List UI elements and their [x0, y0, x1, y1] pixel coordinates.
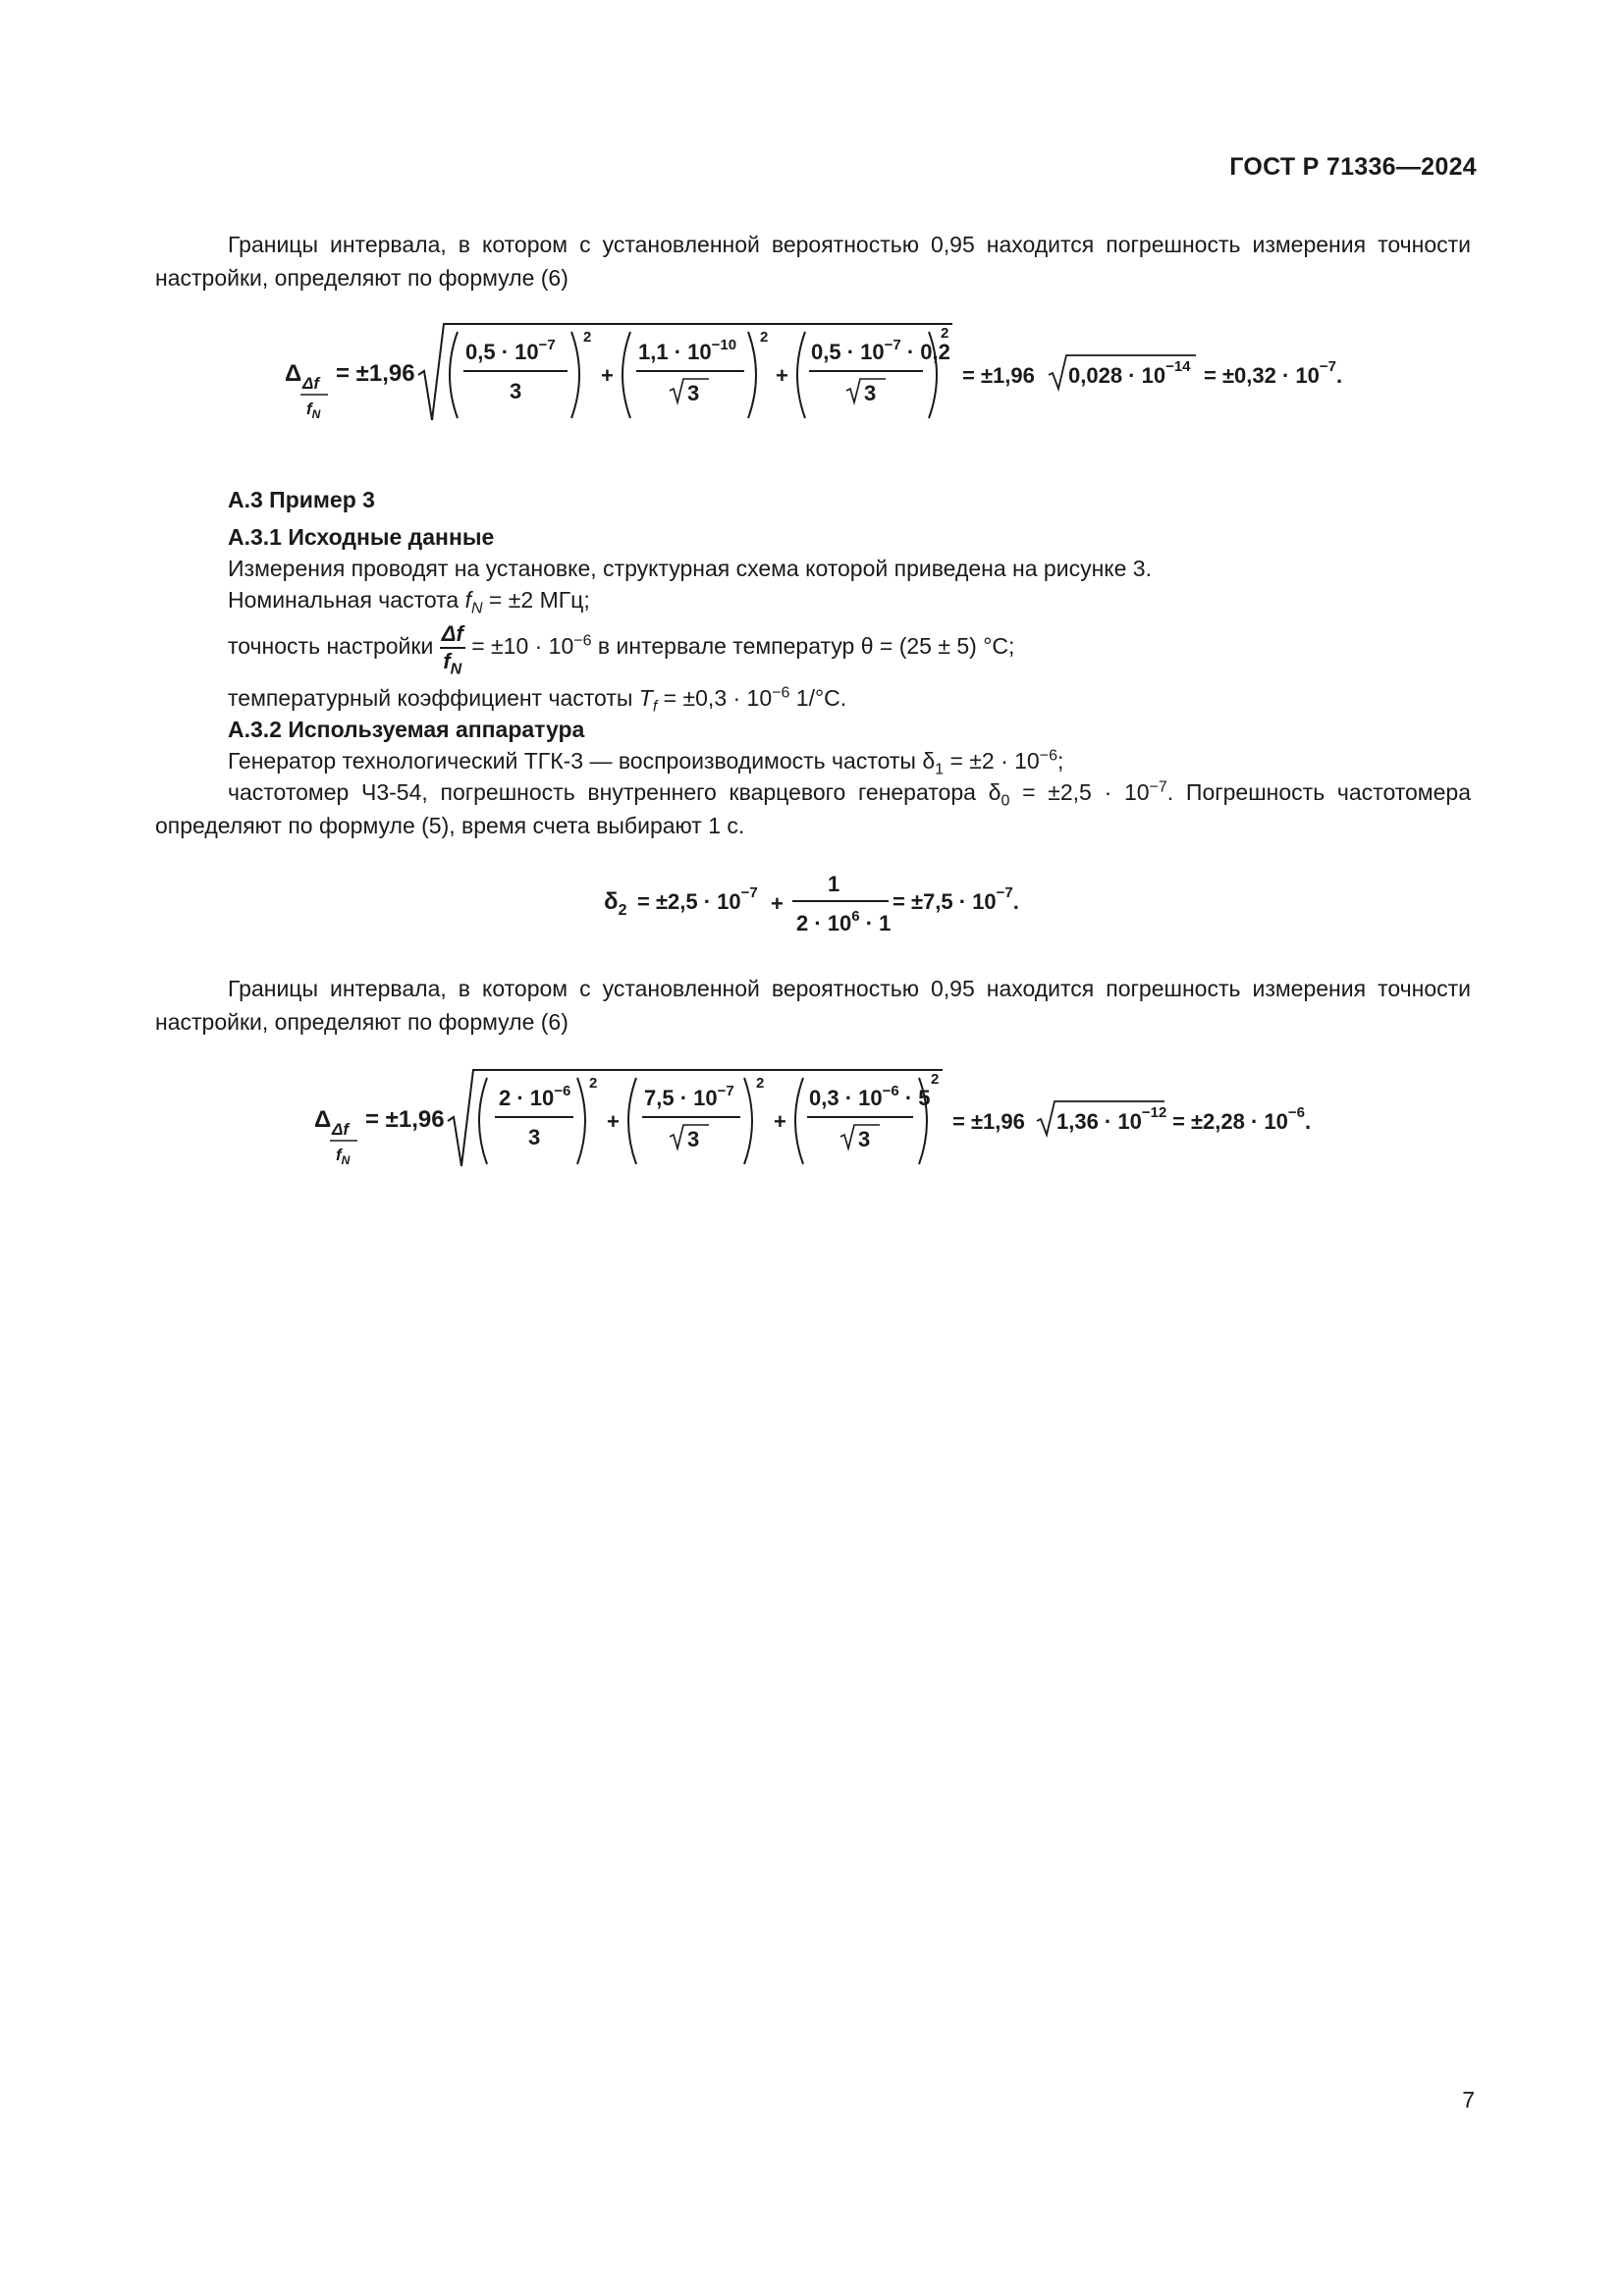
mid-coef: = ±1,96: [952, 1109, 1025, 1134]
formula-2: [604, 860, 1056, 958]
page-number: 7: [1462, 2087, 1475, 2112]
lhs-sub-den: $f_N$: [336, 1146, 351, 1167]
term3-numerator: $0,3 \cdot 10^{-6} \cdot 5$: [809, 1083, 931, 1110]
term3-left-paren: [795, 1078, 803, 1164]
second-radicand: $0,028 \cdot 10^{-14}$: [1068, 358, 1191, 388]
plus-1: +: [601, 363, 614, 388]
term2-right-paren: [748, 332, 756, 418]
term2-left-paren: [628, 1078, 636, 1164]
temperature-coefficient-line: температурный коэффициент частоты $T_f = \pm 0,3 \cdot 10^{-6}$ 1/°С.: [228, 684, 847, 716]
term1-denominator: 3: [510, 379, 522, 403]
formula-2-plus: +: [771, 891, 784, 916]
term1-right-paren: [577, 1078, 585, 1164]
document-id: ГОСТ Р 71336—2024: [1229, 153, 1477, 181]
intro-paragraph-2: Границы интервала, в котором с установленной вероятностью 0,95 находится погрешность измерения точности настройки, определяют по формуле (6): [155, 976, 1471, 1035]
term1-numerator: $0,5 \cdot 10^{-7}$: [465, 337, 556, 364]
term2-left-paren: [623, 332, 630, 418]
section-a3-title: А.3 Пример 3: [228, 487, 375, 512]
term2-numerator: $1,1 \cdot 10^{-10}$: [638, 337, 737, 364]
nominal-frequency-line: Номинальная частота $f_N = \pm 2$ МГц;: [228, 587, 590, 617]
section-a3-2-title: А.3.2 Используемая аппаратура: [228, 717, 585, 742]
term2-power: 2: [756, 1075, 765, 1092]
coef: = ±1,96: [365, 1106, 445, 1133]
term1-denominator: 3: [528, 1125, 541, 1149]
term3-power: 2: [931, 1071, 940, 1088]
formula-1: [285, 314, 1365, 432]
formula-3-svg: [314, 1060, 1335, 1178]
term1-power: 2: [589, 1075, 598, 1092]
term2-denominator: 3: [687, 1127, 700, 1151]
formula-3: [314, 1060, 1335, 1178]
plus-2: +: [774, 1109, 786, 1134]
term2-denominator: 3: [687, 381, 700, 405]
term1-right-paren: [571, 332, 579, 418]
formula-2-result: = $\pm 7,5 \cdot 10^{-7}$.: [893, 884, 1019, 914]
generator-line: Генератор технологический ТГК-3 — воспроизводимость частоты $\delta_1 = \pm 2 \cdot 10^{-6}$;: [228, 747, 1064, 778]
mid-coef: = ±1,96: [962, 363, 1035, 388]
term2-power: 2: [760, 329, 769, 346]
term3-denominator: 3: [864, 381, 877, 405]
term2-right-paren: [744, 1078, 752, 1164]
section-a3-1-title: А.3.1 Исходные данные: [228, 524, 495, 550]
tuning-accuracy-line: точность настройки $\frac{\Delta f}{f_N}$ = $\pm 10 \cdot 10^{-6}$ в интервале температур θ = (25 ± 5) °С;: [228, 620, 1015, 678]
formula-3-result: = $\pm 2,28 \cdot 10^{-6}$.: [1172, 1104, 1312, 1134]
term1-left-paren: [450, 332, 458, 418]
delta-symbol: Δ: [314, 1106, 332, 1133]
formula-2-numerator: 1: [828, 872, 840, 896]
term3-power: 2: [941, 325, 949, 342]
delta2-lhs: $\delta_2$: [604, 888, 627, 919]
tuning-accuracy-fraction: $\frac{\Delta f}{f_N}$: [441, 620, 463, 678]
term1-numerator: $2 \cdot 10^{-6}$: [499, 1083, 571, 1110]
second-radicand: $1,36 \cdot 10^{-12}$: [1056, 1104, 1167, 1134]
term3-left-paren: [797, 332, 805, 418]
term3-denominator: 3: [858, 1127, 871, 1151]
term2-numerator: $7,5 \cdot 10^{-7}$: [644, 1083, 734, 1110]
plus-1: +: [607, 1109, 620, 1134]
formula-2-first-term: = $\pm 2,5 \cdot 10^{-7}$: [637, 884, 758, 914]
frequency-meter-paragraph: частотомер Ч3-54, погрешность внутреннего кварцевого генератора $\delta_0 = \pm 2,5 \cdot 10^{-7}$. Погрешность частотомера определяют по формуле (5), время счета выбирают 1 с.: [155, 778, 1471, 838]
term1-power: 2: [583, 329, 592, 346]
lhs-sub-num: Δf: [332, 1120, 350, 1139]
term3-numerator: $0,5 \cdot 10^{-7} \cdot 0,2$: [811, 337, 950, 364]
lhs-sub-den: $f_N$: [306, 400, 321, 421]
formula-2-denominator: $2 \cdot 10^6 \cdot 1$: [796, 908, 892, 935]
coef: = ±1,96: [336, 360, 415, 387]
formula-1-svg: [285, 314, 1365, 432]
formula-1-result: = $\pm 0,32 \cdot 10^{-7}$.: [1204, 358, 1343, 388]
plus-2: +: [776, 363, 788, 388]
intro-paragraph-1: Границы интервала, в котором с установленной вероятностью 0,95 находится погрешность измерения точности настройки, определяют по формуле (6): [155, 232, 1471, 291]
delta-symbol: Δ: [285, 360, 302, 387]
initial-data-line-1: Измерения проводят на установке, структурная схема которой приведена на рисунке 3.: [228, 556, 1152, 581]
formula-2-svg: [604, 860, 1056, 958]
lhs-sub-num: Δf: [302, 374, 320, 393]
term1-left-paren: [479, 1078, 487, 1164]
